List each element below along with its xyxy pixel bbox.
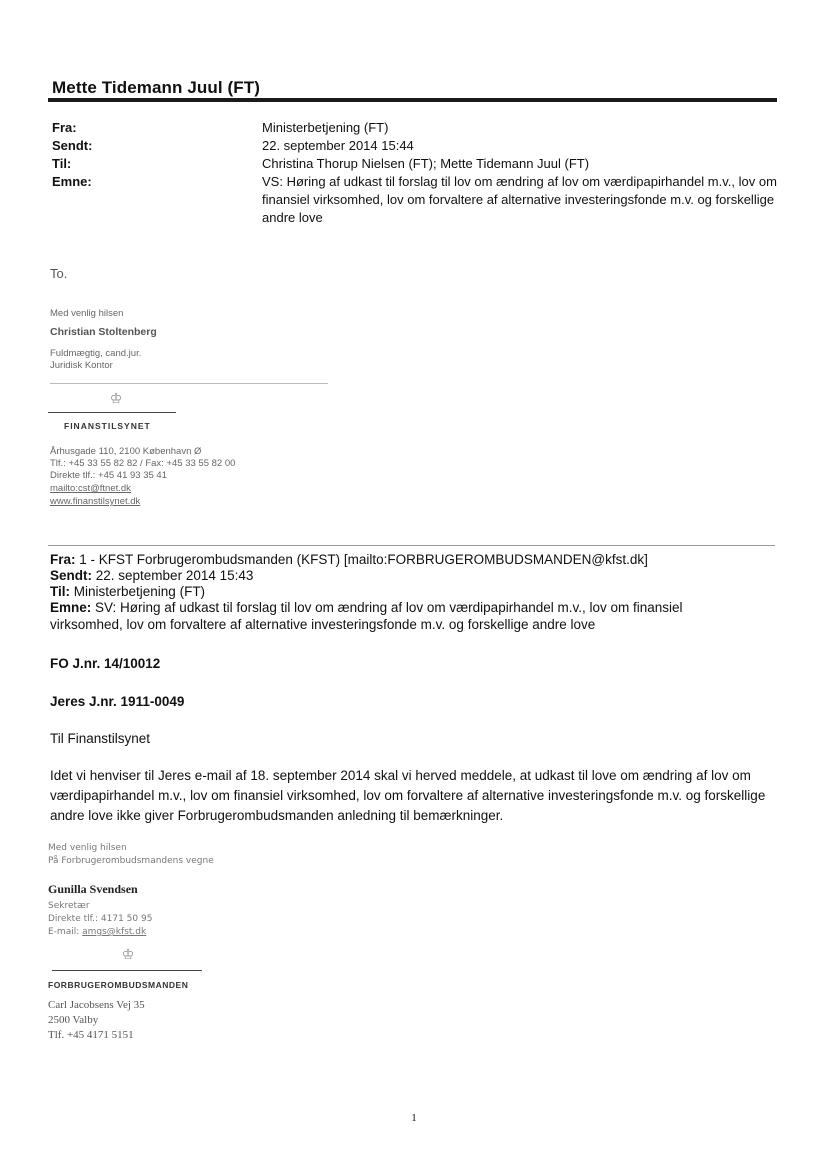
sig1-greeting: Med venlig hilsen	[50, 308, 124, 319]
fw-sent-label: Sendt:	[50, 568, 92, 583]
jeres-reference: Jeres J.nr. 1911-0049	[50, 694, 185, 709]
to-text: To.	[50, 266, 68, 281]
fw-from-line	[50, 551, 750, 568]
from-value: Ministerbetjening (FT)	[262, 120, 389, 135]
page-number: 1	[411, 1112, 417, 1124]
sig1-title: Fuldmægtig, cand.jur.	[50, 348, 142, 359]
sig1-mail-link[interactable]: mailto:cst@ftnet.dk	[50, 483, 131, 494]
fw-to-line	[50, 583, 750, 600]
finanstilsynet-logo-text: FINANSTILSYNET	[64, 421, 151, 431]
recipient-line: Til Finanstilsynet	[50, 731, 151, 746]
fw-subject-line	[50, 599, 750, 633]
body-paragraph: Idet vi henviser til Jeres e-mail af 18. september 2014 skal vi herved meddele, at udkast til love om ændring af lov om værdipapirhandel m.v., lov om finansiel virksomhed, lov om forvaltere af alternative investeringsfonde m.v. og forskellige andre love ikke giver Forbrugerombudsmanden anledning til bemærkninger.	[50, 768, 766, 823]
sig1-name: Christian Stoltenberg	[50, 326, 157, 338]
to-label: Til:	[52, 156, 72, 171]
fw-subject-value: SV: Høring af udkast til forslag til lov om ændring af lov om værdipapirhandel m.v., lov om finansiel virksomhed, lov om forvaltere af alternative investeringsfonde m.v. og forskellige andre love	[50, 600, 683, 632]
sig1-phone: Tlf.: +45 33 55 82 82 / Fax: +45 33 55 82 00	[50, 458, 236, 469]
sent-value: 22. september 2014 15:44	[262, 138, 414, 153]
sig2-role: Sekretær	[48, 901, 90, 911]
logo-line	[48, 412, 176, 413]
fw-to-value: Ministerbetjening (FT)	[73, 584, 206, 599]
fw-sent-line	[50, 567, 750, 584]
forbrugerombudsmanden-logo-text: FORBRUGEROMBUDSMANDEN	[48, 980, 189, 990]
forward-divider	[48, 545, 775, 546]
sig2-phone: Tlf. +45 4171 5151	[48, 1029, 134, 1041]
subject-label: Emne:	[52, 174, 92, 189]
sig1-web-link[interactable]: www.finanstilsynet.dk	[50, 496, 141, 507]
sig2-greeting: Med venlig hilsen	[48, 843, 127, 853]
sig1-address: Århusgade 110, 2100 København Ø	[50, 446, 202, 457]
fo-reference: FO J.nr. 14/10012	[50, 656, 161, 671]
fw-sent-value: 22. september 2014 15:43	[95, 568, 254, 583]
sig2-street: Carl Jacobsens Vej 35	[48, 999, 145, 1011]
to-value: Christina Thorup Nielsen (FT); Mette Tidemann Juul (FT)	[262, 156, 590, 171]
sig2-email-line	[48, 926, 146, 939]
crown-icon: ♔	[109, 390, 123, 406]
sig2-email-label: E-mail:	[48, 927, 83, 937]
sig1-divider	[50, 383, 328, 384]
fw-to-label: Til:	[50, 584, 70, 599]
title-divider	[48, 98, 777, 102]
sig2-direct: Direkte tlf.: 4171 50 95	[48, 914, 153, 924]
sig2-name: Gunilla Svendsen	[48, 882, 138, 896]
document-title: Mette Tidemann Juul (FT)	[52, 78, 260, 97]
fw-from-label: Fra:	[50, 552, 76, 567]
subject-value: VS: Høring af udkast til forslag til lov om ændring af lov om værdipapirhandel m.v., lov om finansiel virksomhed, lov om forvaltere af alternative investeringsfonde m.v. og forskellige andre love	[262, 174, 777, 225]
fw-from-value: 1 - KFST Forbrugerombudsmanden (KFST) [mailto:FORBRUGEROMBUDSMANDEN@kfst.dk]	[79, 552, 648, 567]
sig1-dept: Juridisk Kontor	[50, 360, 113, 371]
fw-subject-label: Emne:	[50, 600, 92, 615]
sig1-direct: Direkte tlf.: +45 41 93 35 41	[50, 470, 167, 481]
crown-icon: ♔	[121, 946, 135, 962]
sig2-on-behalf: På Forbrugerombudsmandens vegne	[48, 856, 214, 866]
sig2-email-link[interactable]: amgs@kfst.dk	[82, 927, 147, 937]
sent-label: Sendt:	[52, 138, 93, 153]
logo-line	[52, 970, 202, 971]
from-label: Fra:	[52, 120, 77, 135]
sig2-city: 2500 Valby	[48, 1014, 99, 1026]
